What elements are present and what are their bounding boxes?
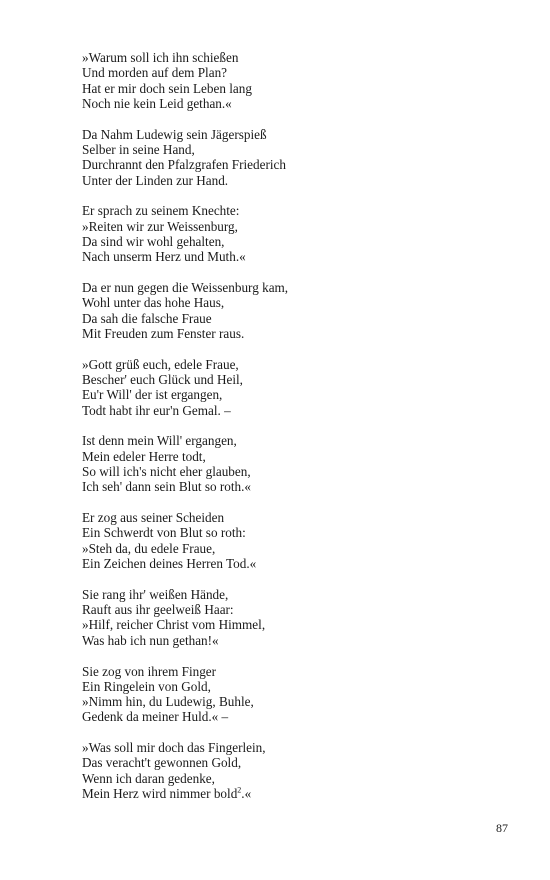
verse-line: Da er nun gegen die Weissenburg kam, <box>82 280 289 296</box>
stanza-7 <box>82 510 502 571</box>
verse-line: Da sah die falsche Fraue <box>82 310 212 326</box>
verse-line: Wohl unter das hohe Haus, <box>82 295 225 311</box>
verse-line: Da sind wir wohl gehalten, <box>82 233 225 249</box>
stanza-8 <box>82 587 502 648</box>
verse-line: »Warum soll ich ihn schießen <box>82 50 239 65</box>
verse-line-text: Mein Herz wird nimmer bold <box>82 786 238 802</box>
verse-line: Hat er mir doch sein Leben lang <box>82 80 252 96</box>
verse-line: »Steh da, du edele Fraue, <box>82 540 216 556</box>
verse-line: Nach unserm Herz und Muth.« <box>82 249 246 265</box>
verse-line: Gedenk da meiner Huld.« – <box>82 709 229 725</box>
verse-line: Sie zog von ihrem Finger <box>82 663 217 679</box>
verse-line: »Gott grüß euch, edele Fraue, <box>82 356 239 372</box>
verse-line: Mit Freuden zum Fenster raus. <box>82 325 245 341</box>
verse-line-final <box>82 786 502 801</box>
stanza-3 <box>82 203 502 264</box>
verse-line: Ein Zeichen deines Herren Tod.« <box>82 556 257 572</box>
verse-line: So will ich's nicht eher glauben, <box>82 464 251 480</box>
verse-line: Wenn ich daran gedenke, <box>82 770 215 786</box>
verse-line: Ein Ringelein von Gold, <box>82 678 211 694</box>
verse-line: Durchrannt den Pfalzgrafen Friederich <box>82 157 286 173</box>
stanza-4 <box>82 280 502 341</box>
verse-line: Er sprach zu seinem Knechte: <box>82 203 240 219</box>
verse-line: Ist denn mein Will' ergangen, <box>82 433 237 449</box>
verse-line: Noch nie kein Leid gethan.« <box>82 95 232 111</box>
stanza-1 <box>82 50 502 111</box>
verse-line-ending: .« <box>241 786 252 802</box>
footnote-marker[interactable]: 2 <box>237 785 242 795</box>
verse-line: Todt habt ihr eur'n Gemal. – <box>82 402 231 418</box>
verse-line: Er zog aus seiner Scheiden <box>82 510 225 526</box>
verse-line: Ein Schwerdt von Blut so roth: <box>82 525 246 541</box>
verse-line: Und morden auf dem Plan? <box>82 65 228 81</box>
verse-line: »Was soll mir doch das Fingerlein, <box>82 740 266 756</box>
stanza-9 <box>82 664 502 725</box>
stanza-6 <box>82 433 502 494</box>
verse-line: Rauft aus ihr geelweiß Haar: <box>82 602 234 618</box>
verse-line: Selber in seine Hand, <box>82 141 195 157</box>
page-number: 87 <box>496 821 508 835</box>
verse-line: »Reiten wir zur Weissenburg, <box>82 218 238 234</box>
verse-line: »Nimm hin, du Ludewig, Buhle, <box>82 694 254 710</box>
stanza-2 <box>82 127 502 188</box>
stanza-5 <box>82 357 502 418</box>
verse-line: Sie rang ihr' weißen Hände, <box>82 586 229 602</box>
verse-line: Eu'r Will' der ist ergangen, <box>82 387 223 403</box>
verse-line: »Hilf, reicher Christ vom Himmel, <box>82 617 266 633</box>
verse-line: Mein edeler Herre todt, <box>82 448 206 464</box>
stanza-10 <box>82 740 502 801</box>
verse-line: Ich seh' dann sein Blut so roth.« <box>82 479 252 495</box>
verse-line: Das veracht't gewonnen Gold, <box>82 755 242 771</box>
verse-line: Unter der Linden zur Hand. <box>82 172 229 188</box>
verse-line: Da Nahm Ludewig sein Jägerspieß <box>82 126 267 142</box>
verse-line: Was hab ich nun gethan!« <box>82 632 219 648</box>
verse-line: Bescher' euch Glück und Heil, <box>82 372 243 388</box>
poem-text <box>82 50 502 817</box>
